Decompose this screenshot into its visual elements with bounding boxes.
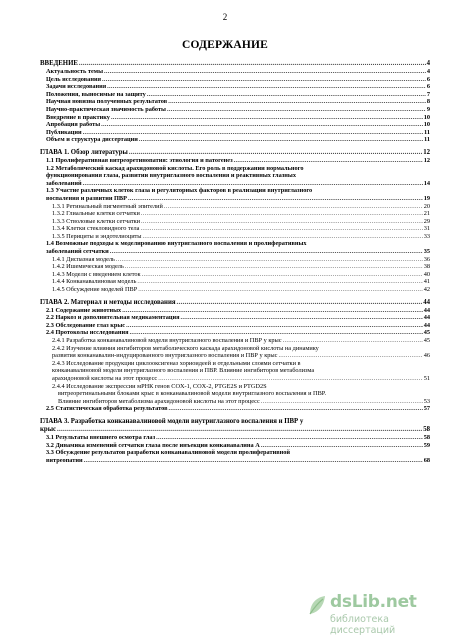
dot-leader: [176, 299, 423, 307]
toc-entry-title: 2.4.1 Разработка конканавалиновой модели внутриглазного воспаления и ПВР у крыс: [52, 337, 282, 344]
toc-entry-title: функционирования глаза, развитии внутриглазного воспаления и реактивных глазных: [46, 172, 296, 180]
toc-entry-title: Задачи исследования: [46, 83, 107, 91]
toc-entry-title: витреоретинальными блоками крыс в конканавалиновой модели внутриглазного воспаления и ПВР.: [58, 390, 327, 398]
toc-entry-page: 4: [426, 60, 430, 67]
toc-entry: [40, 203, 430, 211]
toc-entry: [40, 106, 430, 114]
dot-leader: [129, 329, 423, 337]
toc-entry: [40, 136, 430, 144]
toc-entry-page: 57: [423, 405, 430, 413]
toc-entry-title: 1.1 Пролиферативная витреоретинопатия: этиология и патогенез: [46, 156, 233, 164]
toc-entry-page: 20: [423, 202, 430, 210]
toc-entry-title: 2.2 Наркоз и дополнительная медикаментация: [46, 314, 180, 322]
toc-entry-title: Актуальность темы: [46, 68, 103, 75]
toc-entry: [40, 449, 430, 464]
toc-entry-page: 19: [423, 194, 430, 202]
dot-leader: [180, 314, 423, 322]
dot-leader: [277, 352, 422, 360]
toc-entry-page: 45: [423, 337, 430, 344]
toc-entry-page: 11: [424, 128, 430, 136]
leaf-icon: [306, 594, 328, 618]
toc-entry-title: Внедрение в практику: [46, 113, 110, 121]
dot-leader: [142, 233, 423, 241]
dot-leader: [155, 434, 423, 442]
toc-entry-title: Научная новизна полученных результатов: [46, 98, 168, 106]
toc-entry-title: 1.3.4 Клетки стекловидного тела: [52, 225, 140, 233]
toc-entry: [40, 256, 430, 264]
dot-leader: [137, 286, 422, 294]
dot-leader: [140, 210, 423, 218]
toc-entry-title: крыс: [40, 425, 57, 433]
toc-entry-title: развития конканавалин-индуцированного внутриглазного воспаления и ПВР у крыс: [52, 352, 278, 360]
toc-entry: [40, 218, 430, 226]
dot-leader: [166, 106, 426, 114]
toc-entry-page: 53: [423, 397, 430, 405]
toc-entry: [40, 157, 430, 165]
dot-leader: [136, 278, 422, 286]
toc-entry-title: 2.3 Обследование глаз крыс: [46, 321, 126, 329]
toc-entry: [40, 76, 430, 84]
toc-entry-page: 59: [423, 441, 430, 449]
toc-entry-title: воспаления и развитии ПВР: [46, 194, 127, 202]
toc-entry: [40, 187, 430, 202]
toc-entry-title: ГЛАВА 3. Разработка конканавалиновой модели внутриглазного воспаления и ПВР у: [40, 417, 304, 425]
dot-leader: [106, 83, 426, 91]
toc-entry-title: ГЛАВА 1. Обзор литературы: [40, 148, 128, 156]
toc-entry-title: 3.3 Обсуждение результатов разработки конканавалиновой модели пролиферативной: [46, 449, 291, 457]
toc-entry: [40, 329, 430, 337]
toc-entry-page: 58: [423, 433, 430, 441]
toc-entry: [40, 383, 430, 406]
toc-entry: [40, 299, 430, 307]
dot-leader: [100, 121, 423, 129]
toc-entry: [40, 418, 430, 434]
toc-entry-title: 1.4.1 Диспазная модель: [52, 255, 115, 263]
dot-leader: [103, 68, 426, 76]
toc-entry: [40, 286, 430, 294]
dot-leader: [146, 91, 426, 99]
toc-entry: [40, 165, 430, 188]
toc-entry-page: 29: [423, 217, 430, 225]
toc-entry-page: 21: [423, 210, 430, 218]
toc-entry-page: 42: [423, 286, 430, 294]
toc-entry-title: витреопатии: [46, 456, 83, 464]
toc-entry-title: заболеваний: [46, 179, 82, 187]
toc-entry-page: 68: [423, 456, 430, 464]
toc-entry: [40, 345, 430, 360]
toc-entry-page: 44: [423, 321, 430, 329]
toc-entry-page: 10: [423, 113, 430, 121]
watermark: [306, 590, 446, 636]
toc-entry-title: конканавалиновой модели внутриглазного воспаления и ПВР. Влияние ингибиторов метаболизма: [52, 367, 315, 375]
toc-entry: [40, 360, 430, 383]
toc-entry-title: 1.4.5 Обсуждение моделей ПВР: [52, 286, 138, 294]
toc-entry-title: 1.4.4 Конканавалиновая модель: [52, 278, 137, 286]
toc-entry: [40, 240, 430, 255]
toc-entry: [40, 233, 430, 241]
dot-leader: [282, 337, 423, 345]
toc-entry-title: Положения, выносимые на защиту: [46, 90, 146, 98]
toc-entry-title: 1.4 Возможные подходы к моделированию внутриглазного воспаления и пролиферативных: [46, 240, 307, 248]
watermark-logo: dsLib.net: [330, 592, 417, 612]
toc-entry-page: 8: [426, 98, 430, 106]
toc-entry-title: 2.4 Протоколы исследования: [46, 329, 129, 337]
toc-entry-page: 7: [426, 90, 430, 98]
dot-leader: [167, 98, 426, 106]
toc-entry-page: 6: [426, 75, 430, 83]
dot-leader: [115, 256, 423, 264]
dot-leader: [125, 322, 423, 330]
toc-entry-title: 2.5 Статистическая обработка результатов: [46, 405, 168, 413]
toc-entry: [40, 434, 430, 442]
dot-leader: [109, 248, 423, 256]
toc-entry: [40, 121, 430, 129]
toc-entry-title: Цель исследования: [46, 75, 101, 83]
page-number: 2: [222, 12, 228, 22]
toc-entry-page: 11: [424, 136, 430, 144]
dot-leader: [141, 271, 423, 279]
dot-leader: [138, 136, 423, 144]
dot-leader: [140, 218, 423, 226]
toc-entry-page: 6: [426, 83, 430, 91]
toc-entry: [40, 337, 430, 345]
dot-leader: [83, 457, 423, 465]
toc-entry-title: 2.1 Содержание животных: [46, 306, 122, 314]
dot-leader: [82, 180, 423, 188]
toc-entry: [40, 83, 430, 91]
dot-leader: [82, 129, 423, 137]
toc-entry: [40, 263, 430, 271]
toc-entry-title: 1.2 Метаболический каскад арахидоновой кислоты. Его роль в поддержании нормального: [46, 164, 304, 172]
toc-entry-page: 31: [423, 225, 430, 233]
toc-entry-title: 2.4.3 Исследование продукции циклооксигеназ хориоидеей и отдельными слоями сетчатки в: [52, 359, 301, 367]
toc-entry: [40, 114, 430, 122]
toc-entry-title: заболеваний сетчатки: [46, 248, 109, 256]
dot-leader: [127, 195, 423, 203]
toc-entry: [40, 322, 430, 330]
toc-entry-title: 1.3.2 Глиальные клетки сетчатки: [52, 210, 140, 218]
toc-entry: [40, 210, 430, 218]
toc-entry-title: Научно-практическая значимость работы: [46, 105, 166, 113]
toc-entry-title: 2.4.2 Изучение влияния ингибиторов метаболического каскада арахидоновой кислоты на динамику: [52, 344, 319, 352]
toc-entry-title: 1.3 Участие различных клеток глаза и регуляторных факторов в реализации внутриглазного: [46, 187, 313, 195]
toc-entry: [40, 271, 430, 279]
toc-entry-title: 1.4.2 Ишемическая модель: [52, 263, 124, 271]
toc-entry: [40, 60, 430, 68]
toc-entry-page: 38: [423, 263, 430, 271]
toc-entry-title: Апробация работы: [46, 121, 101, 129]
dot-leader: [233, 157, 423, 165]
dot-leader: [101, 76, 426, 84]
toc-entry: [40, 442, 430, 450]
toc-entry-title: Публикации: [46, 128, 82, 136]
dot-leader: [128, 149, 422, 157]
toc-entry-page: 40: [423, 270, 430, 278]
toc-entry-page: 58: [423, 425, 430, 433]
toc-entry: [40, 405, 430, 413]
toc-entry: [40, 129, 430, 137]
toc-entry: [40, 91, 430, 99]
toc-entry: [40, 225, 430, 233]
toc-entry-title: Влияние ингибиторов метаболизма арахидоновой кислоты на этот процесс: [58, 397, 260, 405]
toc-entry: [40, 68, 430, 76]
toc-entry-page: 44: [423, 306, 430, 314]
toc-entry-page: 45: [423, 329, 430, 337]
dot-leader: [260, 442, 423, 450]
toc-entry-title: 3.2 Динамика изменений сетчатки глаза после инъекции конканавалина А: [46, 441, 260, 449]
dot-leader: [121, 307, 423, 315]
toc-entry-page: 51: [423, 374, 430, 382]
toc-entry: [40, 149, 430, 157]
dot-leader: [56, 426, 422, 434]
toc-entry-page: 33: [423, 232, 430, 240]
toc-entry-title: ВВЕДЕНИЕ: [40, 60, 78, 67]
toc-entry-page: 35: [423, 248, 430, 256]
toc-entry-page: 12: [423, 156, 430, 164]
watermark-subtitle: библиотека диссертаций: [330, 614, 396, 636]
toc-entry-page: 36: [423, 255, 430, 263]
table-of-contents: [40, 60, 430, 464]
toc-entry: [40, 278, 430, 286]
toc-entry-title: 1.4.3 Модели с введением клеток: [52, 270, 141, 278]
dot-leader: [167, 405, 422, 413]
toc-entry-page: 41: [423, 278, 430, 286]
toc-entry-page: 44: [423, 298, 430, 306]
toc-entry: [40, 307, 430, 315]
toc-entry-page: 46: [423, 352, 430, 360]
toc-entry-title: 1.3.5 Перициты и эндотелиоциты: [52, 232, 142, 240]
toc-entry-page: 12: [423, 148, 430, 156]
toc-entry-title: Объем и структура диссертации: [46, 136, 138, 144]
toc-entry-page: 10: [423, 121, 430, 129]
dot-leader: [139, 225, 422, 233]
dot-leader: [78, 60, 426, 68]
toc-entry: [40, 314, 430, 322]
dot-leader: [157, 375, 422, 383]
toc-entry-page: 14: [423, 179, 430, 187]
dot-leader: [163, 203, 423, 211]
dot-leader: [260, 398, 423, 406]
toc-entry-title: 1.3.1 Ретинальный пигментный эпителий: [52, 202, 163, 210]
toc-entry-title: 3.1 Результаты внешнего осмотра глаз: [46, 433, 156, 441]
toc-entry-title: 1.3.3 Стволовые клетки сетчатки: [52, 217, 141, 225]
toc-entry-title: 2.4.4 Исследование экспрессии мРНК генов COX-1, COX-2, PTGE2S и PTGD2S: [52, 382, 267, 390]
toc-entry-title: арахидоновой кислоты на этот процесс: [52, 374, 158, 382]
toc-entry-page: 9: [426, 105, 430, 113]
dot-leader: [124, 263, 423, 271]
dot-leader: [110, 114, 423, 122]
toc-entry-title: ГЛАВА 2. Материал и методы исследования: [40, 298, 176, 306]
page-title: СОДЕРЖАНИЕ: [181, 39, 269, 51]
toc-entry-page: 4: [426, 68, 430, 75]
toc-entry: [40, 98, 430, 106]
toc-entry-page: 44: [423, 314, 430, 322]
